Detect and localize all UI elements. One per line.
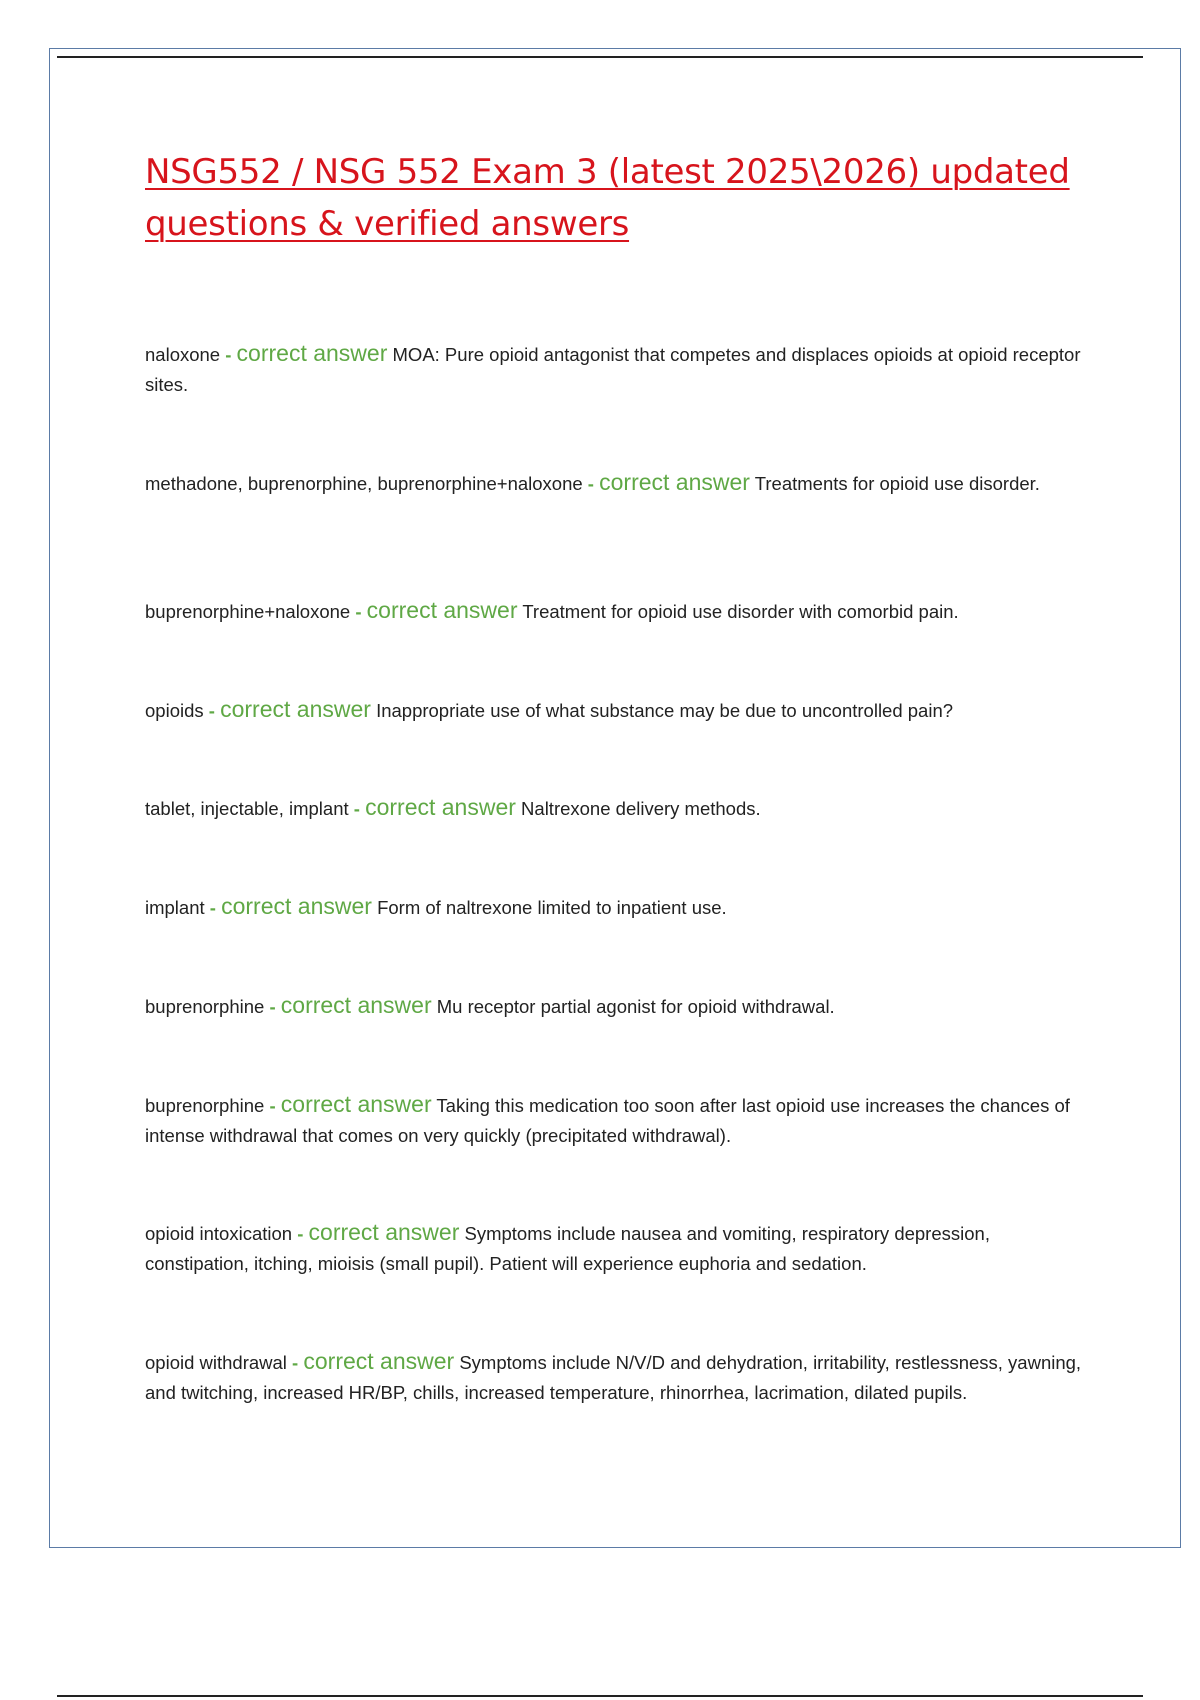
correct-answer-label: correct answer	[221, 893, 372, 919]
qa-definition: Naltrexone delivery methods.	[521, 798, 761, 819]
qa-separator: -	[203, 700, 221, 721]
qa-item	[145, 694, 1090, 726]
qa-term: buprenorphine+naloxone	[145, 601, 351, 622]
qa-separator: -	[292, 1223, 309, 1244]
qa-item	[145, 891, 1090, 923]
qa-definition: Mu receptor partial agonist for opioid withdrawal.	[436, 996, 835, 1017]
correct-answer-label: correct answer	[599, 469, 750, 495]
qa-separator: -	[220, 344, 237, 365]
correct-answer-label: correct answer	[303, 1348, 455, 1374]
qa-term: buprenorphine	[145, 1095, 265, 1116]
correct-answer-label: correct answer	[366, 597, 518, 623]
qa-definition: Symptoms include N/V/D and dehydration, irritability, restlessness, yawning, and twitching, increased HR/BP, chills, increased temperature, rhinorrhea, lacrimation, dilated pupils.	[145, 1352, 1082, 1403]
bottom-rule	[57, 1695, 1143, 1697]
qa-separator: -	[582, 473, 600, 494]
qa-item	[145, 792, 1090, 824]
qa-separator: -	[348, 798, 366, 819]
qa-term: methadone, buprenorphine, buprenorphine+naloxone	[145, 473, 583, 494]
qa-term: buprenorphine	[145, 996, 265, 1017]
qa-term: tablet, injectable, implant	[145, 798, 349, 819]
qa-item	[145, 595, 1090, 627]
correct-answer-label: correct answer	[280, 1091, 432, 1117]
correct-answer-label: correct answer	[280, 992, 432, 1018]
qa-term: opioids	[145, 700, 204, 721]
correct-answer-label: correct answer	[308, 1219, 460, 1245]
qa-definition: Inappropriate use of what substance may be due to uncontrolled pain?	[376, 700, 954, 721]
qa-item	[145, 1089, 1090, 1151]
correct-answer-label: correct answer	[236, 340, 388, 366]
qa-definition: Form of naltrexone limited to inpatient use.	[377, 897, 727, 918]
qa-definition: Symptoms include nausea and vomiting, respiratory depression, constipation, itching, mioisis (small pupil). Patient will experience euphoria and sedation.	[145, 1223, 990, 1274]
qa-item	[145, 338, 1090, 400]
qa-separator: -	[350, 601, 367, 622]
qa-item	[145, 1217, 1090, 1279]
qa-term: opioid withdrawal	[145, 1352, 287, 1373]
qa-item	[145, 467, 1090, 499]
qa-separator: -	[204, 897, 222, 918]
correct-answer-label: correct answer	[365, 794, 516, 820]
top-rule	[57, 56, 1143, 58]
qa-item	[145, 990, 1090, 1022]
document-title: NSG552 / NSG 552 Exam 3 (latest 2025\2026) updated questions & verified answers	[145, 152, 1070, 244]
qa-definition: Treatments for opioid use disorder.	[754, 473, 1040, 494]
qa-term: implant	[145, 897, 205, 918]
correct-answer-label: correct answer	[220, 696, 371, 722]
qa-definition: Treatment for opioid use disorder with comorbid pain.	[522, 601, 959, 622]
qa-term: opioid intoxication	[145, 1223, 293, 1244]
qa-separator: -	[264, 996, 281, 1017]
qa-term: naloxone	[145, 344, 221, 365]
qa-definition: Taking this medication too soon after last opioid use increases the chances of intense withdrawal that comes on very quickly (precipitated withdrawal).	[145, 1095, 1070, 1146]
qa-item	[145, 1346, 1090, 1408]
qa-definition: MOA: Pure opioid antagonist that competes and displaces opioids at opioid receptor sites.	[145, 344, 1081, 395]
qa-separator: -	[264, 1095, 281, 1116]
qa-separator: -	[286, 1352, 304, 1373]
